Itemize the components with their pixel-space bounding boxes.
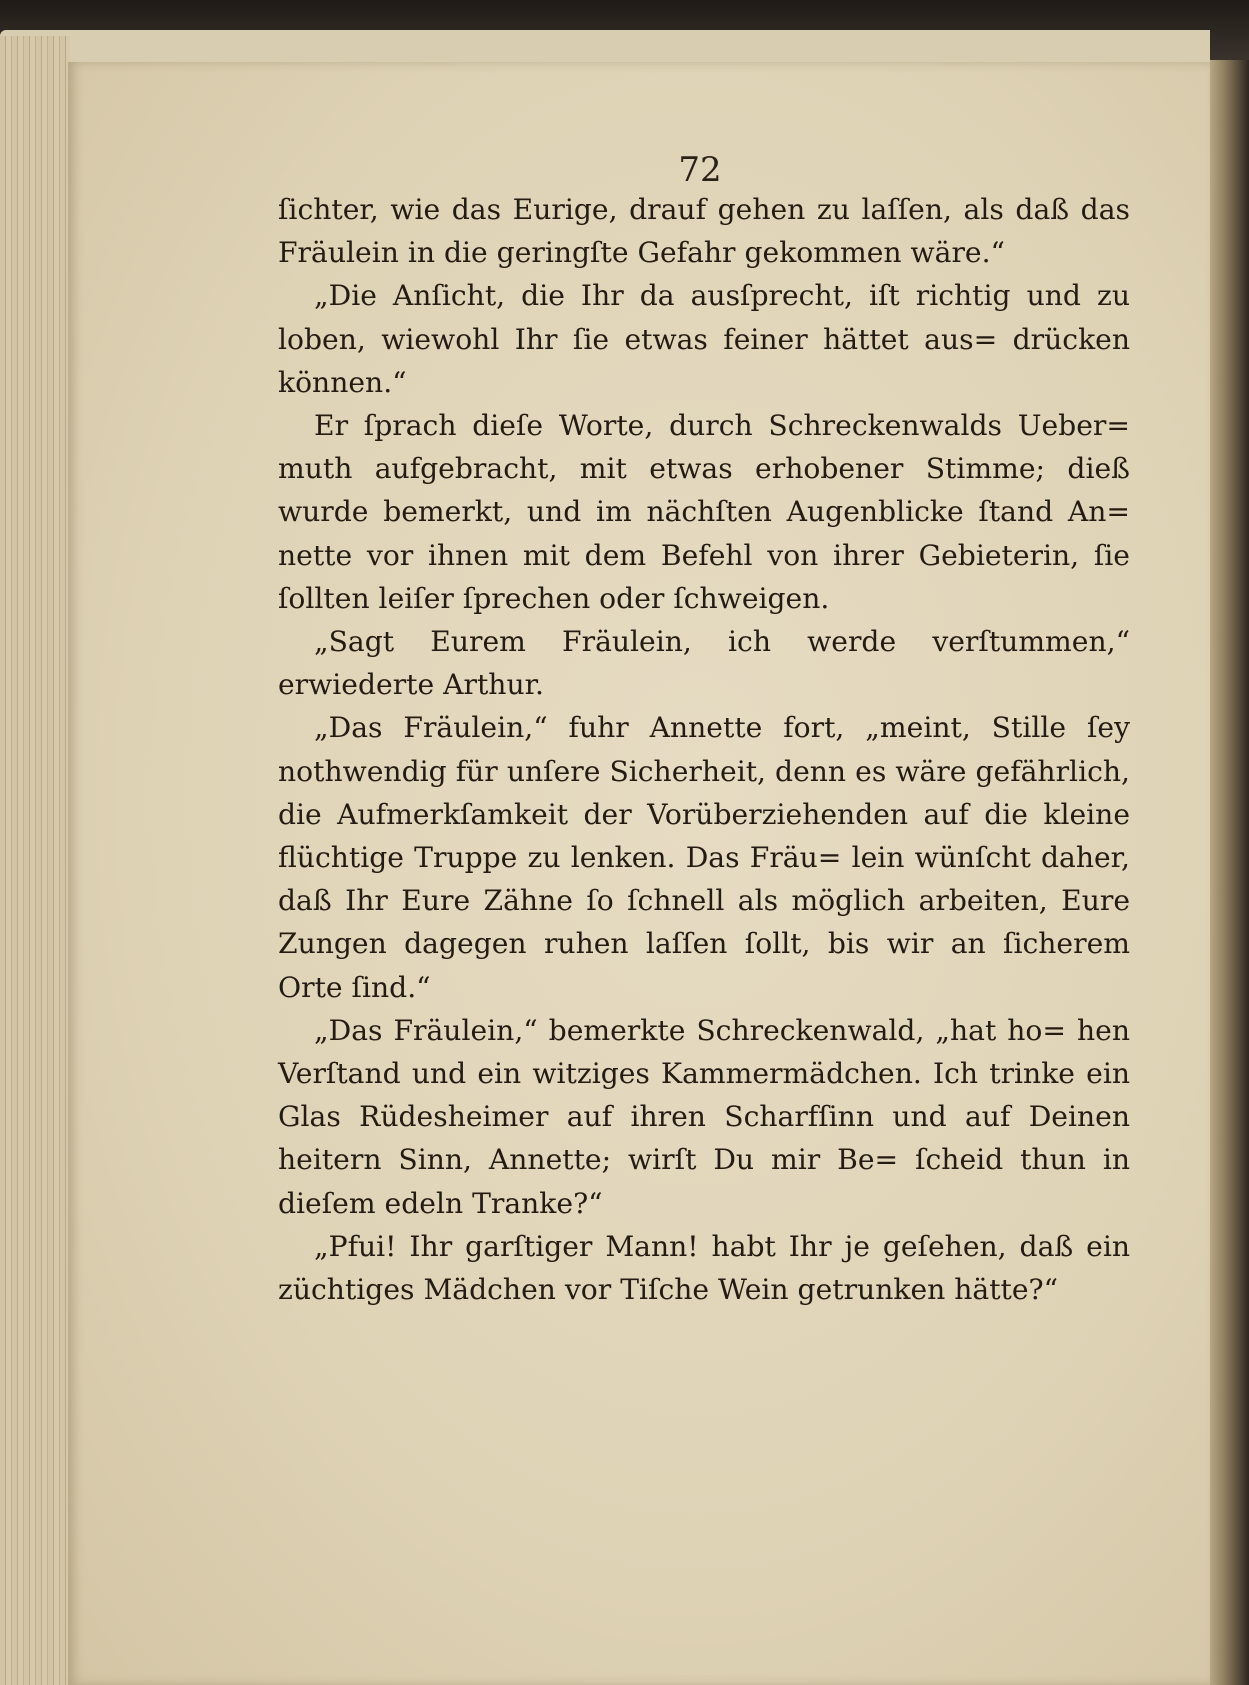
page-text bbox=[278, 188, 1130, 1311]
paragraph: ſichter, wie das Eurige, drauf gehen zu laſſen, als daß das Fräulein in die geringſte Gefahr gekommen wäre.“ bbox=[278, 193, 1130, 270]
page-number: 72 bbox=[678, 150, 722, 190]
paragraph: „Das Fräulein,“ fuhr Annette fort, „meint, Stille ſey nothwendig für unſere Sicherheit, denn es wäre gefährlich, die Aufmerkſamkeit der Vorüberziehenden auf die kleine flüchtige Truppe zu lenken. Das Fräu= lein wünſcht daher, daß Ihr Eure Zähne ſo ſchnell als möglich arbeiten, Eure Zungen dagegen ruhen laſſen ſollt, bis wir an ſicherem Orte ſind.“ bbox=[278, 711, 1130, 1004]
paragraph: „Das Fräulein,“ bemerkte Schreckenwald, „hat ho= hen Verſtand und ein witziges Kammermädchen. Ich trinke ein Glas Rüdesheimer auf ihren Scharfſinn und auf Deinen heitern Sinn, Annette; wirſt Du mir Be= ſcheid thun in dieſem edeln Tranke?“ bbox=[278, 1013, 1130, 1220]
paragraph: „Die Anſicht, die Ihr da ausſprecht, iſt richtig und zu loben, wiewohl Ihr ſie etwas feiner hättet aus= drücken können.“ bbox=[278, 279, 1130, 399]
page-edges bbox=[0, 36, 70, 1685]
paragraph: „Pfui! Ihr garſtiger Mann! habt Ihr je geſehen, daß ein züchtiges Mädchen vor Tiſche Wein getrunken hätte?“ bbox=[278, 1229, 1130, 1307]
paragraph: Er ſprach dieſe Worte, durch Schreckenwalds Ueber= muth aufgebracht, mit etwas erhobener Stimme; dieß wurde bemerkt, und im nächſten Augenblicke ſtand An= nette vor ihnen mit dem Befehl von ihrer Gebieterin, ſie ſollten leiſer ſprechen oder ſchweigen. bbox=[278, 409, 1130, 615]
paragraph: „Sagt Eurem Fräulein, ich werde verſtummen,“ erwiederte Arthur. bbox=[278, 625, 1130, 702]
book-gutter bbox=[1210, 60, 1249, 1685]
